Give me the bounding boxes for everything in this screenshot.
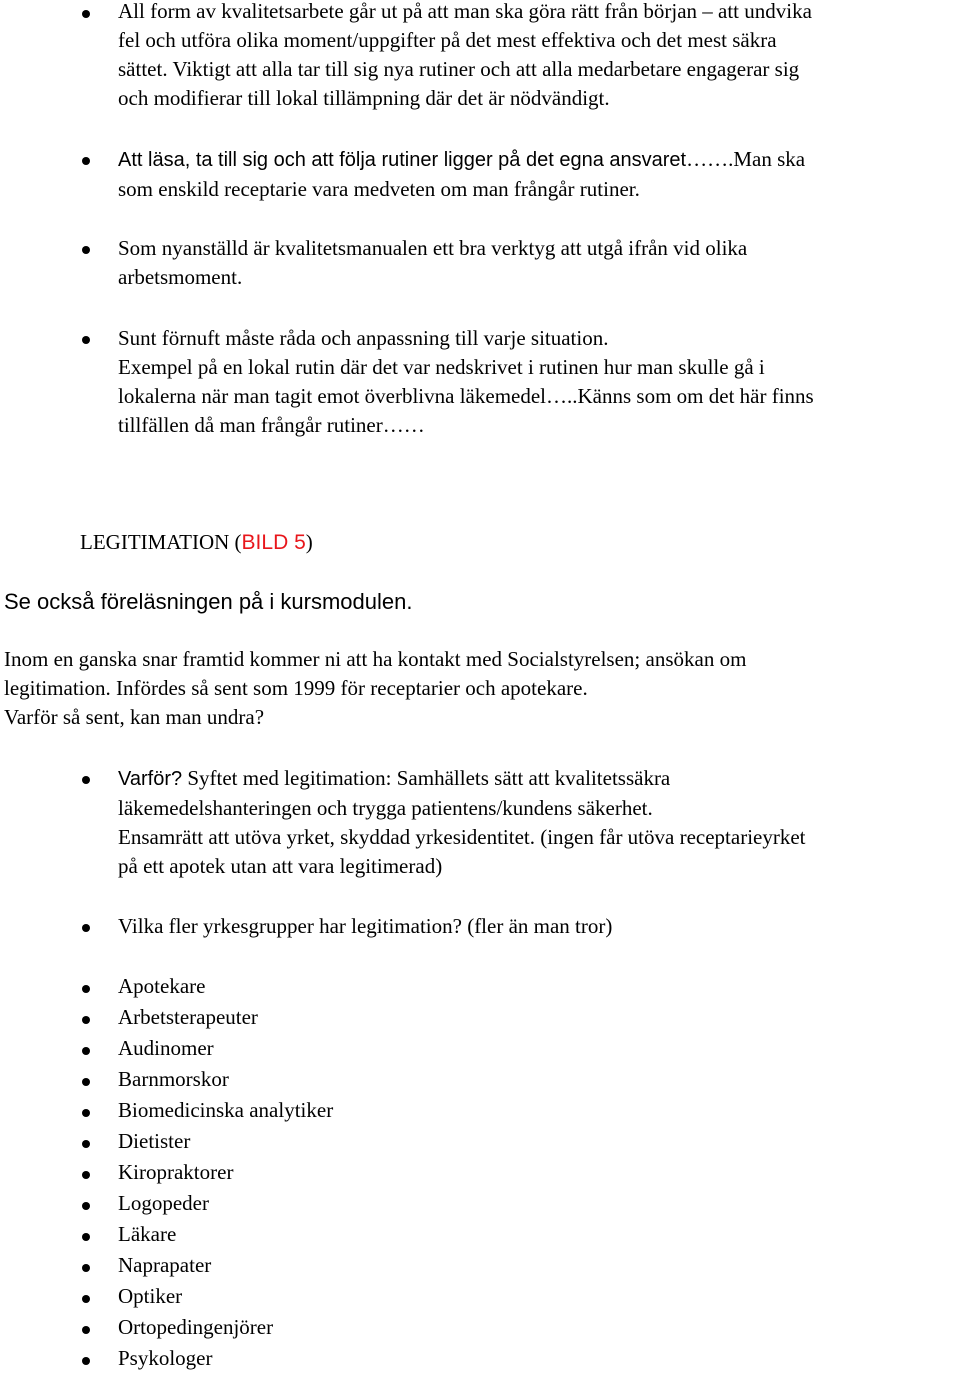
- text-line: legitimation. Infördes så sent som 1999 för receptarier och apotekare.: [4, 676, 588, 700]
- text-line: Sunt förnuft måste råda och anpassning till varje situation.: [118, 326, 609, 350]
- bullet-item-common-sense: [118, 324, 960, 440]
- bullet-dot: [82, 1295, 90, 1303]
- bullet-dot: [82, 1357, 90, 1365]
- text-line: Varför så sent, kan man undra?: [4, 705, 265, 729]
- list-item: Barnmorskor: [118, 1067, 229, 1091]
- bullet-item-new-employee: [118, 234, 960, 292]
- text-span: Att läsa, ta till sig och att följa rutiner ligger på det egna ansvaret: [118, 149, 687, 171]
- text-line: Exempel på en lokal rutin där det var nedskrivet i rutinen hur man skulle gå i: [118, 355, 765, 379]
- text-line: tillfällen då man frångår rutiner……: [118, 413, 425, 437]
- list-item: Apotekare: [118, 974, 206, 998]
- bullet-dot: [82, 1264, 90, 1272]
- text-span: Syftet med legitimation: Samhällets sätt att kvalitetssäkra: [182, 766, 671, 790]
- bullet-dot: [82, 336, 90, 344]
- bullet-item-why: [118, 764, 960, 881]
- bullet-dot: [82, 1202, 90, 1210]
- list-item: Ortopedingenjörer: [118, 1315, 274, 1339]
- bullet-dot: [82, 1233, 90, 1241]
- bullet-item-quality: [118, 0, 960, 113]
- list-item: Dietister: [118, 1129, 191, 1153]
- text-line: som enskild receptarie vara medveten om man frångår rutiner.: [118, 177, 640, 201]
- bullet-dot: [82, 1171, 90, 1179]
- bullet-dot: [82, 1326, 90, 1334]
- intro-paragraph: [4, 645, 954, 732]
- list-item: Läkare: [118, 1222, 177, 1246]
- text-line: arbetsmoment.: [118, 265, 243, 289]
- text-line: Vilka fler yrkesgrupper har legitimation? (fler än man tror): [118, 914, 613, 938]
- section-heading: [80, 528, 313, 557]
- bullet-dot: [82, 776, 90, 784]
- bullet-dot: [82, 1047, 90, 1055]
- text-line: Som nyanställd är kvalitetsmanualen ett bra verktyg att utgå ifrån vid olika: [118, 236, 748, 260]
- bullet-dot: [82, 1140, 90, 1148]
- text-line: [118, 145, 960, 175]
- text-line: Ensamrätt att utöva yrket, skyddad yrkesidentitet. (ingen får utöva receptarieyrket: [118, 825, 806, 849]
- list-item: Biomedicinska analytiker: [118, 1098, 334, 1122]
- text-span: Varför?: [118, 768, 183, 790]
- heading-text: LEGITIMATION (: [80, 530, 242, 554]
- bullet-dot: [82, 924, 90, 932]
- list-item: Kiropraktorer: [118, 1160, 234, 1184]
- text-line: All form av kvalitetsarbete går ut på att man ska göra rätt från början – att undvika: [118, 0, 812, 23]
- lecture-note: Se också föreläsningen på i kursmodulen.: [4, 589, 413, 614]
- list-item: Logopeder: [118, 1191, 209, 1215]
- bullet-dot: [82, 1109, 90, 1117]
- bullet-dot: [82, 1078, 90, 1086]
- text-line: sättet. Viktigt att alla tar till sig nya rutiner och att alla medarbetare engagerar sig: [118, 57, 800, 81]
- list-item: Naprapater: [118, 1253, 212, 1277]
- text-line: Inom en ganska snar framtid kommer ni att ha kontakt med Socialstyrelsen; ansökan om: [4, 647, 747, 671]
- text-line: och modifierar till lokal tillämpning där det är nödvändigt.: [118, 86, 610, 110]
- list-item: Arbetsterapeuter: [118, 1005, 258, 1029]
- list-item: Psykologer: [118, 1346, 213, 1370]
- bullet-dot: [82, 157, 90, 165]
- text-line: lokalerna när man tagit emot överblivna läkemedel…..Känns som om det här finns: [118, 384, 814, 408]
- text-line: läkemedelshanteringen och trygga patientens/kundens säkerhet.: [118, 796, 653, 820]
- text-line: på ett apotek utan att vara legitimerad): [118, 854, 443, 878]
- bullet-dot: [82, 10, 90, 18]
- bullet-dot: [82, 246, 90, 254]
- bullet-dot: [82, 985, 90, 993]
- bullet-item-question: [118, 912, 960, 941]
- text-span: …….Man ska: [686, 147, 806, 171]
- heading-highlight: BILD 5: [241, 531, 306, 554]
- bullet-dot: [82, 1016, 90, 1024]
- list-item: Optiker: [118, 1284, 183, 1308]
- text-line: fel och utföra olika moment/uppgifter på det mest effektiva och det mest säkra: [118, 28, 777, 52]
- bullet-item-routines: [118, 145, 960, 204]
- text-line: [118, 764, 960, 794]
- list-item: Audinomer: [118, 1036, 214, 1060]
- heading-text: ): [305, 530, 313, 554]
